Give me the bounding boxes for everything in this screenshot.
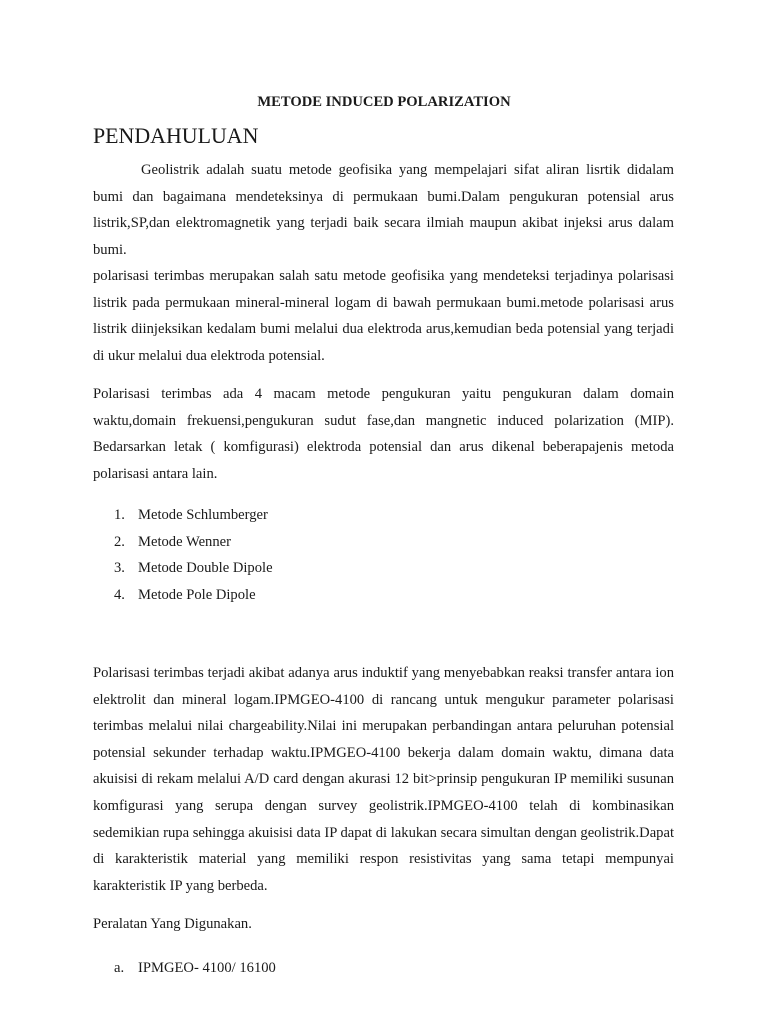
list-marker: 4. bbox=[114, 586, 125, 603]
paragraph-intro: Geolistrik adalah suatu metode geofisika yang mempelajari sifat aliran lisrtik didalam bumi dan bagaimana mendeteksinya di permukaan bumi.Dalam pengukuran potensial arus listrik,SP,dan elektromagnetik yang terjadi baik secara ilmiah maupun akibat injeksi arus dalam bumi. bbox=[93, 162, 674, 258]
list-item-label: Metode Double Dipole bbox=[138, 560, 273, 577]
paragraph-polarization: polarisasi terimbas merupakan salah satu metode geofisika yang mendeteksi terjadinya polarisasi listrik pada permukaan mineral-mineral logam di bawah permukaan bumi.metode polarisasi arus listrik diinjeksikan kedalam bumi melalui dua elektroda arus,kemudian beda potensial yang terjadi di ukur melalui dua elektroda potensial. bbox=[93, 268, 674, 364]
list-marker: 1. bbox=[114, 507, 125, 523]
list-item-label: Metode Schlumberger bbox=[138, 507, 268, 523]
list-marker: a. bbox=[114, 960, 125, 976]
document-title: METODE INDUCED POLARIZATION bbox=[257, 94, 511, 110]
methods-list bbox=[93, 502, 273, 608]
paragraph-ipmgeo: Polarisasi terimbas terjadi akibat adanya arus induktif yang menyebabkan reaksi transfer antara ion elektrolit dan mineral logam.IPMGEO-4100 di rancang untuk mengukur parameter polarisasi terimbas melalui nilai chargeability.Nilai ini merupakan perbandingan antara peluruhan potensial potensial sekunder terhadap waktu.IPMGEO-4100 bekerja dalam domain waktu, dimana data akuisisi di rekam melalui A/D card dengan akurasi 12 bit>prinsip pengukuran IP memiliki susunan komfigurasi yang serupa dengan survey geolistrik.IPMGEO-4100 telah di kombinasikan sedemikian rupa sehingga akuisisi data IP dapat di lakukan secara simultan dengan geolistrik.Dapat di karakteristik material yang memiliki respon resistivitas yang sama tetapi mempunyai karakteristik IP yang berbeda. bbox=[93, 665, 675, 894]
list-item bbox=[93, 955, 276, 982]
paragraph-methods-intro: Polarisasi terimbas ada 4 macam metode pengukuran yaitu pengukuran dalam domain waktu,domain frekuensi,pengukuran sudut fase,dan mangnetic induced polarization (MIP). Bedarsarkan letak ( komfigurasi) elektroda potensial dan arus dikenal beberapajenis metoda polarisasi antara lain. bbox=[93, 386, 674, 482]
list-item-label: IPMGEO- 4100/ 16100 bbox=[138, 960, 276, 976]
list-item bbox=[93, 582, 273, 609]
list-marker: 3. bbox=[114, 560, 125, 577]
list-item bbox=[93, 529, 273, 556]
list-marker: 2. bbox=[114, 533, 125, 550]
list-item-label: Metode Pole Dipole bbox=[138, 586, 256, 603]
equipment-list bbox=[93, 955, 276, 982]
section-heading: PENDAHULUAN bbox=[93, 123, 259, 148]
list-item bbox=[93, 555, 273, 582]
list-item-label: Metode Wenner bbox=[138, 533, 231, 550]
equipment-heading: Peralatan Yang Digunakan. bbox=[93, 916, 252, 932]
list-item bbox=[93, 502, 273, 529]
